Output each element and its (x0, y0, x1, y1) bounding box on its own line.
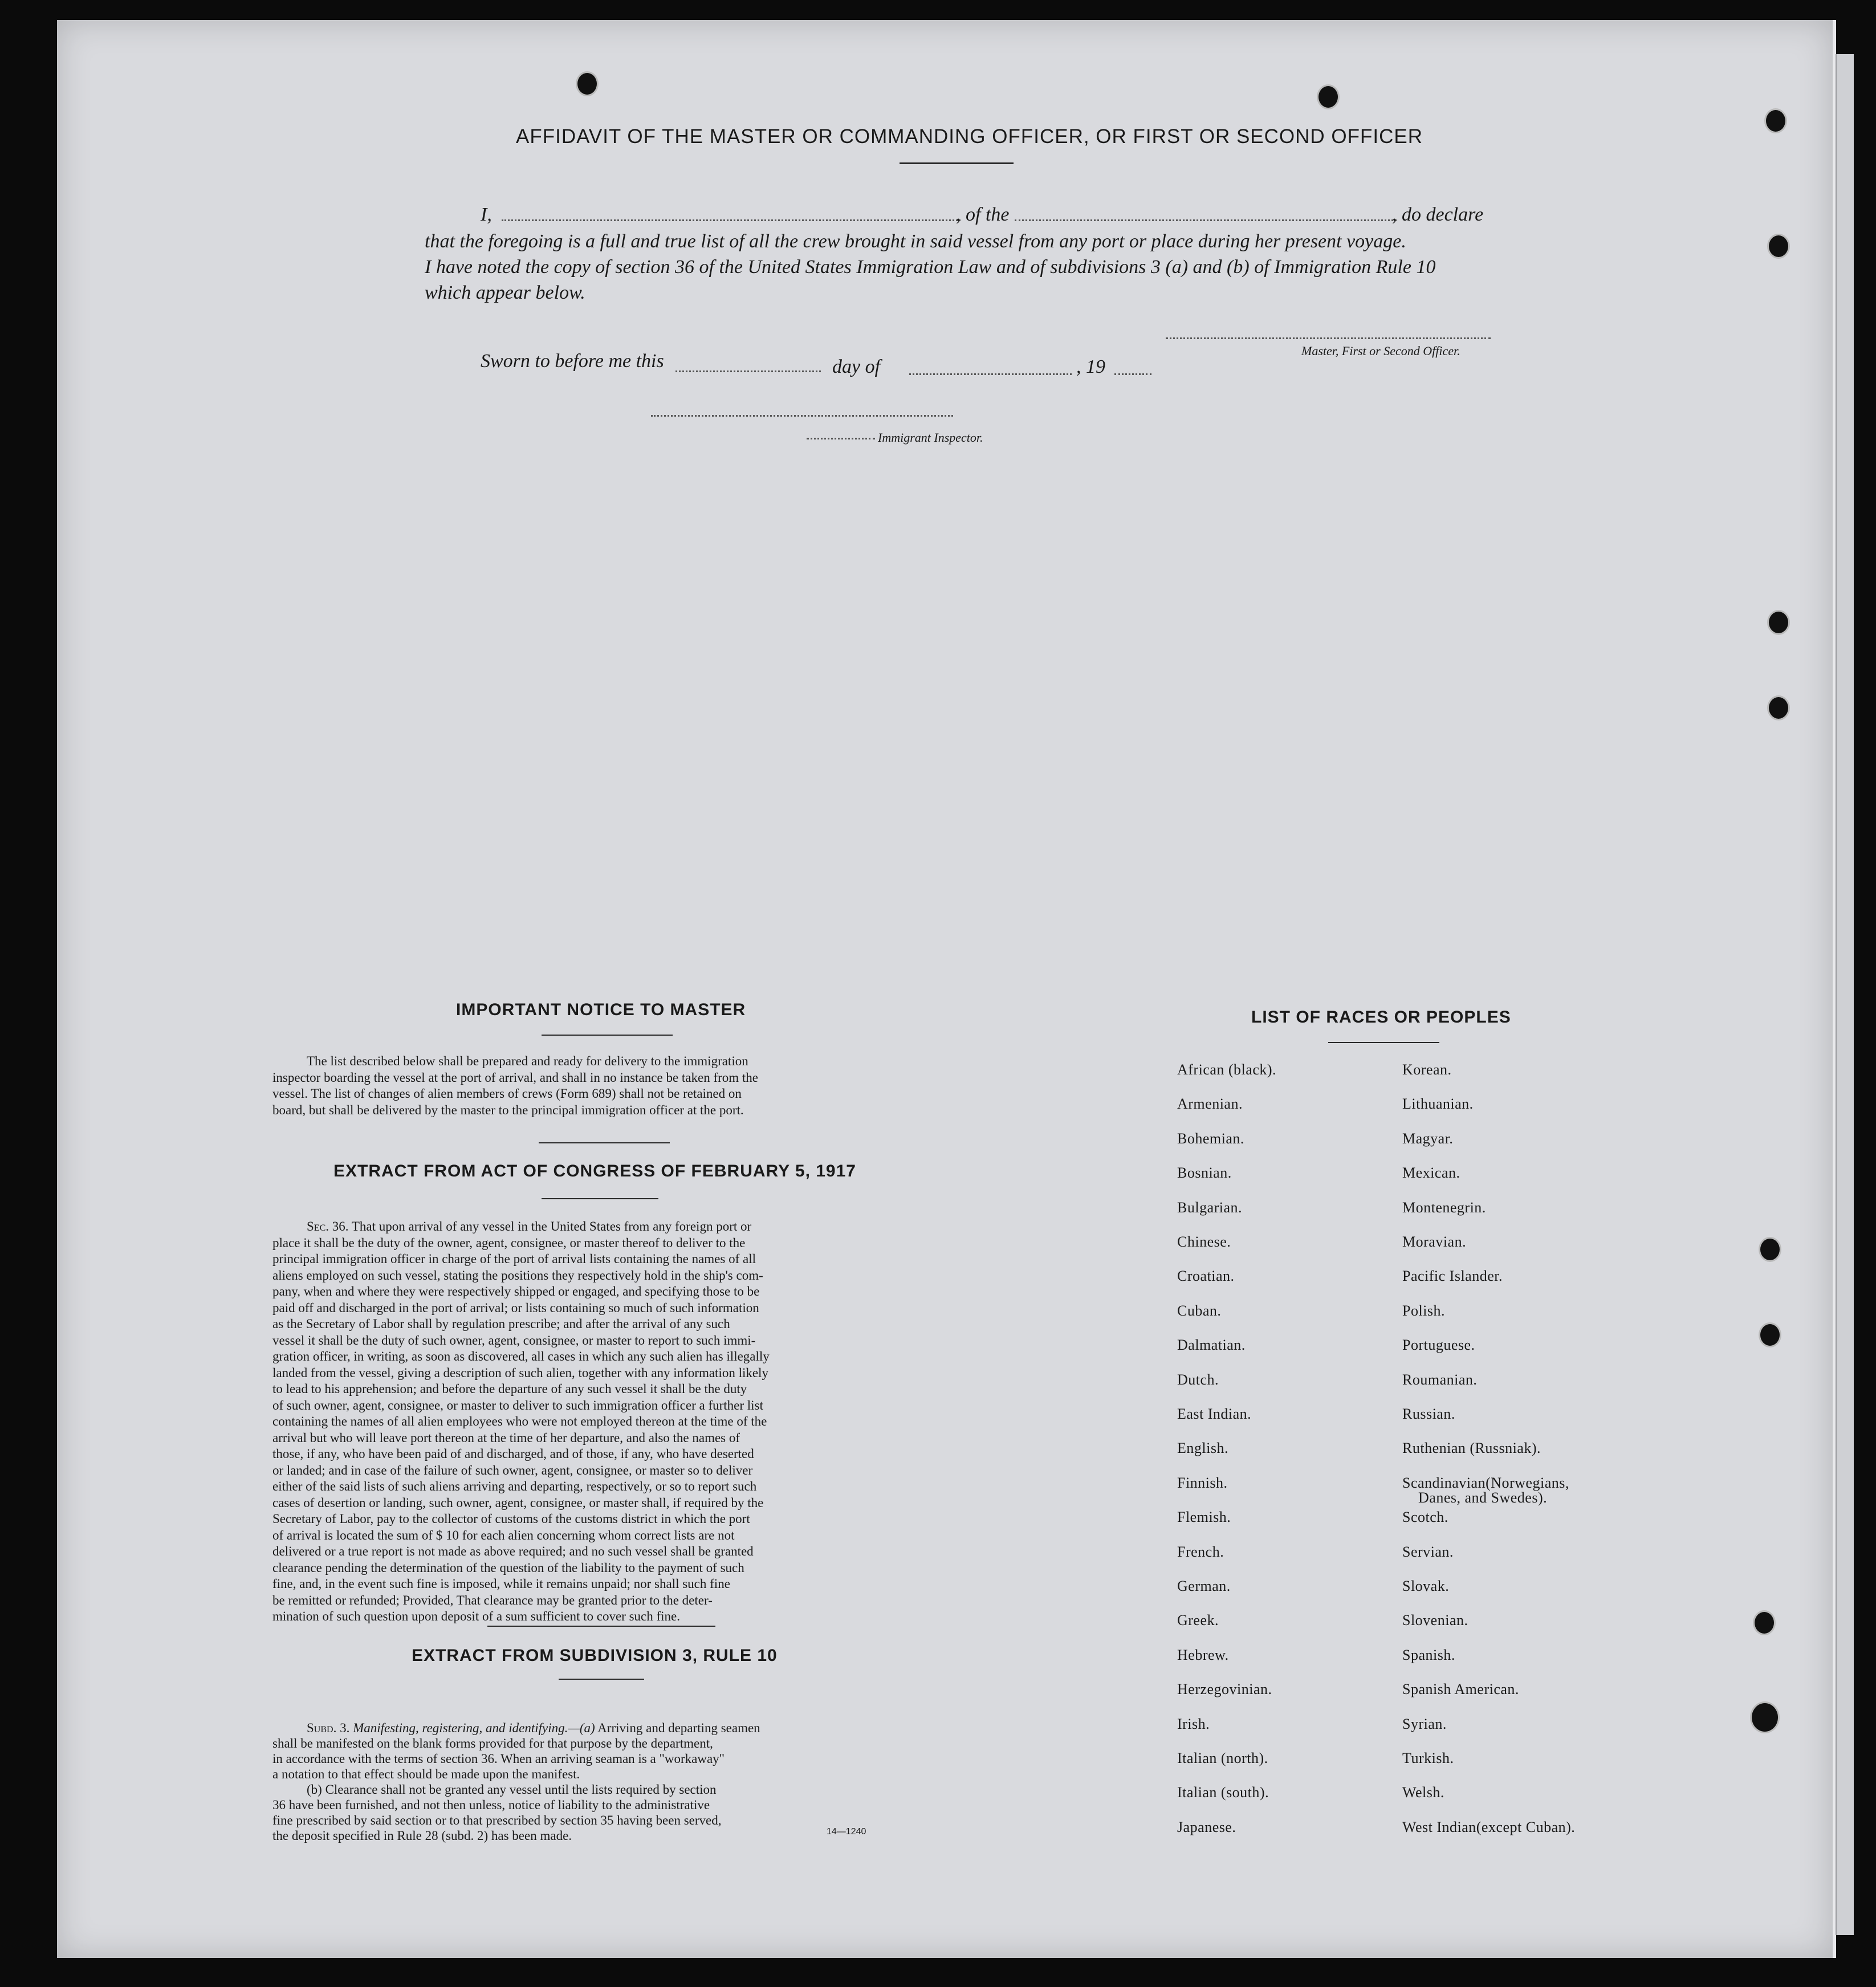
act-body (272, 1219, 928, 1625)
month-field-line[interactable] (909, 373, 1072, 375)
rule10-line: shall be manifested on the blank forms provided for that purpose by the department, (272, 1736, 713, 1750)
act-line: arrival but who will leave port thereon at the time of her departure, and also the names of (272, 1430, 740, 1445)
act-line: to lead to his apprehension; and before the departure of any such vessel it shall be the duty (272, 1382, 747, 1396)
act-line: Sec. 36. That upon arrival of any vessel in the United States from any foreign port or (307, 1219, 752, 1233)
vessel-field-line[interactable] (1015, 219, 1397, 221)
master-signature-line[interactable] (1166, 337, 1491, 339)
act-line: those, if any, who have been paid of and discharged, and of those, if any, who have deserted (272, 1447, 754, 1461)
race-item: Syrian. (1402, 1715, 1447, 1732)
inspector-label: Immigrant Inspector. (878, 430, 983, 445)
day-field-line[interactable] (675, 370, 821, 372)
act-line: either of the said lists of such aliens arriving and departing, respectively, or so to report such (272, 1479, 757, 1493)
rule10-line: the deposit specified in Rule 28 (subd. 2) has been made. (272, 1829, 572, 1843)
rule10-body (272, 1720, 928, 1843)
rule10-line: Subd. 3. Manifesting, registering, and identifying.—(a) Arriving and departing seamen (307, 1721, 760, 1735)
punch-hole (576, 71, 599, 96)
race-item: Dutch. (1177, 1371, 1219, 1388)
race-item: German. (1177, 1578, 1231, 1594)
punch-hole (1767, 695, 1790, 720)
divider (559, 1679, 644, 1680)
punch-hole (1317, 84, 1340, 109)
punch-hole (1750, 1701, 1780, 1733)
race-item: Servian. (1402, 1543, 1454, 1560)
race-item: Magyar. (1402, 1130, 1454, 1147)
notice-body (272, 1053, 931, 1118)
race-item: Italian (south). (1177, 1784, 1269, 1801)
race-item: English. (1177, 1440, 1228, 1457)
race-item: Spanish American. (1402, 1681, 1519, 1698)
act-line: or landed; and in case of the failure of such owner, agent, consignee, or master so to deliver (272, 1463, 753, 1477)
rule10-line: 36 have been furnished, and not then unless, notice of liability to the administrative (272, 1798, 710, 1812)
race-item: Irish. (1177, 1715, 1210, 1732)
divider (542, 1198, 658, 1199)
race-item: Cuban. (1177, 1302, 1222, 1319)
race-item: Danes, and Swedes). (1418, 1489, 1548, 1506)
race-item: Moravian. (1402, 1233, 1467, 1250)
act-line: aliens employed on such vessel, stating the positions they respectively hold in the ship's com- (272, 1268, 763, 1282)
form-number: 14—1240 (827, 1827, 866, 1837)
notice-line: The list described below shall be prepared and ready for delivery to the immigration (307, 1054, 748, 1068)
year-text: , 19 (1076, 356, 1105, 377)
race-item: Italian (north). (1177, 1750, 1268, 1766)
affidavit-title: AFFIDAVIT OF THE MASTER OR COMMANDING OFFICER, OR FIRST OR SECOND OFFICER (516, 125, 1423, 148)
subd-label: Subd. 3. (307, 1721, 350, 1735)
act-title: EXTRACT FROM ACT OF CONGRESS OF FEBRUARY 5, 1917 (333, 1162, 856, 1180)
race-item: Flemish. (1177, 1509, 1231, 1526)
race-item: Japanese. (1177, 1818, 1236, 1835)
race-item: Ruthenian (Russniak). (1402, 1440, 1541, 1457)
rule10-line: fine prescribed by said section or to that prescribed by section 35 having been served, (272, 1813, 722, 1827)
act-line: place it shall be the duty of the owner, agent, consignee, or master thereof to deliver to the (272, 1235, 746, 1250)
act-line: fine, and, in the event such fine is imposed, while it remains unpaid; nor shall such fine (272, 1577, 730, 1591)
race-item: Bohemian. (1177, 1130, 1244, 1147)
punch-hole (1753, 1610, 1776, 1635)
day-of-text: day of (832, 356, 881, 377)
rule10-title: EXTRACT FROM SUBDIVISION 3, RULE 10 (412, 1646, 778, 1665)
act-line: landed from the vessel, giving a description of such alien, together with any information likely (272, 1365, 768, 1380)
race-item: Hebrew. (1177, 1646, 1229, 1663)
divider (539, 1142, 670, 1143)
rule10-line: a notation to that effect should be made upon the manifest. (272, 1767, 580, 1781)
act-line: paid off and discharged in the port of arrival; or lists containing so much of such information (272, 1300, 759, 1315)
race-item: Chinese. (1177, 1233, 1231, 1250)
race-item: Bulgarian. (1177, 1199, 1243, 1216)
act-line: principal immigration officer in charge of the port of arrival lists containing the names of all (272, 1252, 756, 1266)
act-line: gration officer, in writing, as soon as discovered, all cases in which any such alien has illegally (272, 1349, 770, 1363)
race-item: Lithuanian. (1402, 1096, 1474, 1113)
race-item: Finnish. (1177, 1474, 1228, 1491)
notice-line: board, but shall be delivered by the master to the principal immigration officer at the port. (272, 1102, 744, 1117)
act-line: of arrival is located the sum of $ 10 for each alien concerning whom correct lists are not (272, 1528, 735, 1542)
affidavit-i: I, (481, 204, 492, 225)
act-line: of such owner, agent, consignee, or master to deliver to such immigration officer a further list (272, 1398, 763, 1412)
race-item: Slovak. (1402, 1578, 1450, 1594)
act-line: pany, when and where they were respectively shipped or engaged, and specifying those to be (272, 1284, 760, 1298)
act-line: Secretary of Labor, pay to the collector of customs of the customs district in which the port (272, 1512, 750, 1526)
race-item: Turkish. (1402, 1750, 1454, 1766)
act-line: be remitted or refunded; Provided, That clearance may be granted prior to the deter- (272, 1593, 713, 1607)
divider (542, 1035, 673, 1036)
race-item: Polish. (1402, 1302, 1446, 1319)
rule10-line: in accordance with the terms of section 36. When an arriving seaman is a "workaway" (272, 1752, 725, 1766)
divider (487, 1626, 715, 1627)
punch-hole (1767, 234, 1790, 259)
affidavit-of-the: , of the (956, 204, 1010, 225)
rule10-line: (b) Clearance shall not be granted any vessel until the lists required by section (307, 1782, 717, 1797)
punch-hole (1759, 1322, 1781, 1347)
race-item: Montenegrin. (1402, 1199, 1486, 1216)
inspector-signature-line[interactable] (651, 415, 953, 417)
race-item: French. (1177, 1543, 1224, 1560)
punch-hole (1759, 1237, 1781, 1262)
race-item: Roumanian. (1402, 1371, 1478, 1388)
sec-label: Sec. 36. (307, 1219, 349, 1233)
race-item: Bosnian. (1177, 1164, 1232, 1182)
punch-hole (1767, 610, 1790, 635)
race-item: Portuguese. (1402, 1337, 1475, 1354)
divider (900, 162, 1014, 164)
race-item: West Indian(except Cuban). (1402, 1818, 1576, 1835)
affidavit-line-3: I have noted the copy of section 36 of the United States Immigration Law and of subdivisions 3 (a) and (b) of Immigration Rule 10 (425, 256, 1436, 278)
act-line: vessel it shall be the duty of such owner, agent, consignee, or master to report to such immi- (272, 1333, 756, 1347)
race-item: Slovenian. (1402, 1612, 1468, 1629)
race-item: Mexican. (1402, 1164, 1460, 1182)
page-edge (1836, 54, 1854, 1935)
race-item: Scotch. (1402, 1509, 1448, 1526)
race-item: East Indian. (1177, 1406, 1252, 1422)
act-line: containing the names of all alien employees who were not employed thereon at the time of the (272, 1414, 767, 1428)
act-line: mination of such question upon deposit of a sum sufficient to cover such fine. (272, 1609, 680, 1623)
act-line: cases of desertion or landing, such owner, agent, consignee, or master shall, if required by the (272, 1495, 764, 1510)
notice-title: IMPORTANT NOTICE TO MASTER (456, 1000, 746, 1019)
inspector-prefix-line (807, 438, 875, 439)
race-item: Korean. (1402, 1061, 1452, 1078)
race-item: Welsh. (1402, 1784, 1444, 1801)
race-item: Croatian. (1177, 1268, 1235, 1285)
race-item: Armenian. (1177, 1096, 1243, 1113)
race-item: Scandinavian(Norwegians, (1402, 1474, 1569, 1491)
year-field-line[interactable] (1114, 373, 1151, 375)
sworn-text: Sworn to before me this (481, 351, 664, 372)
races-title: LIST OF RACES OR PEOPLES (1251, 1008, 1511, 1027)
race-item: Russian. (1402, 1406, 1455, 1422)
race-item: Dalmatian. (1177, 1337, 1246, 1354)
race-item: Pacific Islander. (1402, 1268, 1503, 1285)
affidavit-declare: , do declare (1392, 204, 1484, 225)
subd-heading: Manifesting, registering, and identifying.—(a) (353, 1721, 595, 1735)
punch-hole (1764, 108, 1787, 133)
notice-line: vessel. The list of changes of alien members of crews (Form 689) shall not be retained on (272, 1086, 742, 1101)
race-item: African (black). (1177, 1061, 1277, 1078)
race-item: Greek. (1177, 1612, 1219, 1629)
document-page (57, 20, 1836, 1958)
race-item: Spanish. (1402, 1646, 1455, 1663)
affidavit-line-2: that the foregoing is a full and true list of all the crew brought in said vessel from any port or place during her present voyage. (425, 231, 1406, 252)
act-line: as the Secretary of Labor shall by regulation prescribe; and after the arrival of any such (272, 1317, 730, 1331)
act-line: clearance pending the determination of the question of the liability to the payment of such (272, 1560, 744, 1575)
race-item: Herzegovinian. (1177, 1681, 1272, 1698)
master-signature-label: Master, First or Second Officer. (1301, 344, 1460, 358)
notice-line: inspector boarding the vessel at the port of arrival, and shall in no instance be taken from the (272, 1070, 759, 1085)
name-field-line[interactable] (502, 219, 961, 221)
divider (1328, 1042, 1439, 1043)
affidavit-line-4: which appear below. (425, 282, 585, 303)
act-line: delivered or a true report is not made as above required; and no such vessel shall be granted (272, 1544, 754, 1558)
